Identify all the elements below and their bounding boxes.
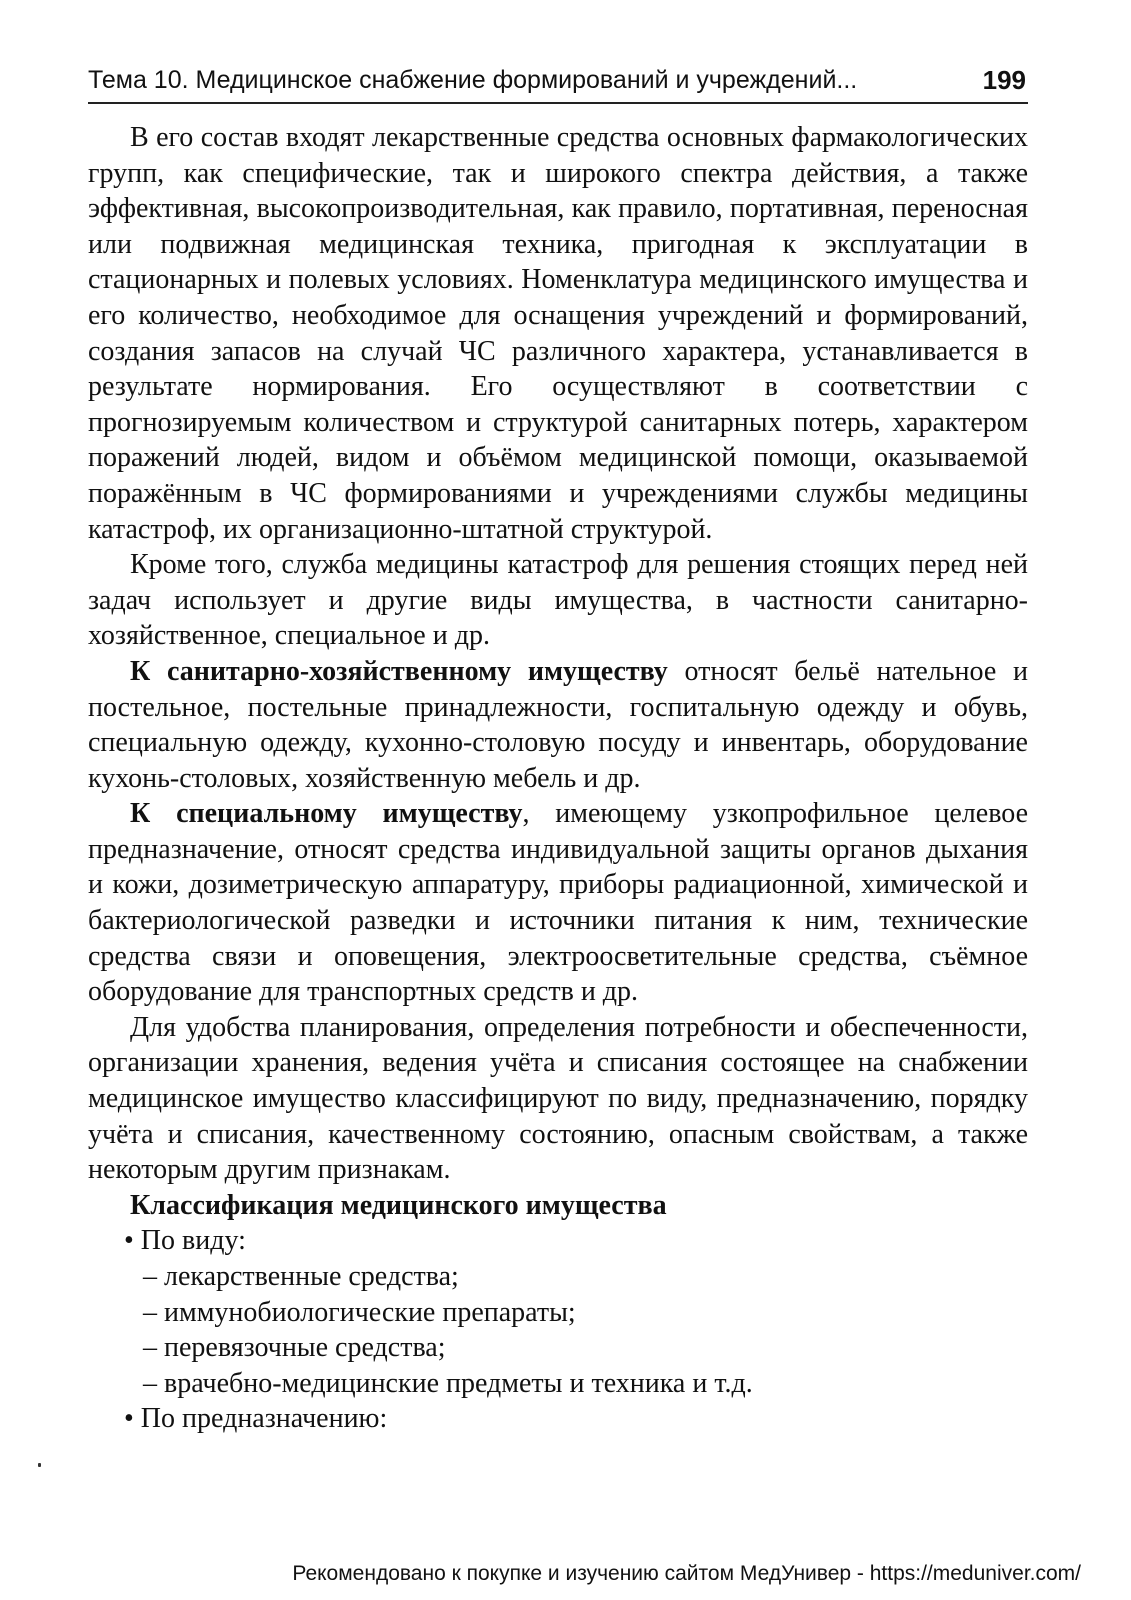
scan-speck — [38, 1463, 41, 1467]
footer-watermark: Рекомендовано к покупке и изучению сайтом МедУнивер - https://meduniver.com/ — [292, 1562, 1081, 1585]
classification-heading: Классификация медицинского имущества — [130, 1189, 667, 1221]
paragraph-classification-intro: Для удобства планирования, определения потребности и обеспеченности, организации хранения, ведения учёта и списания состоящее на снабжении медицинское имущество классифицируют по виду, предназначению, порядку учёта и списания, качественному состоянию, опасным свойствам, а также некоторым другим признакам. — [88, 1011, 1028, 1186]
paragraph-sanitary-property-text: относят бельё нательное и постельное, постельные принадлежности, госпитальную одежду и обувь, специальную одежду, кухонно-столовую посуду и инвентарь, оборудование кухонь-столовых, хозяйственную мебель и др. — [88, 655, 1028, 794]
header-title: Тема 10. Медицинское снабжение формирований и учреждений... — [88, 66, 858, 94]
list-subitem: – иммунобиологические препараты; — [143, 1296, 576, 1328]
paragraph-composition: В его состав входят лекарственные средства основных фармакологических групп, как специфические, так и широкого спектра действия, а также эффективная, высокопроизводительная, как правило, портативная, переносная или подвижная медицинская техника, пригодная к эксплуатации в стационарных и полевых условиях. Номенклатура медицинского имущества и его количество, необходимое для оснащения учреждений и формирований, создания запасов на случай ЧС различного характера, устанавливается в результате нормирования. Его осуществляют в соответствии с прогнозируемым количеством и структурой санитарных потерь, характером поражений людей, видом и объёмом медицинской помощи, оказываемой поражённым в ЧС формированиями и учреждениями службы медицины катастроф, их организационно-штатной структурой. — [88, 122, 1028, 545]
paragraph-special-property — [88, 796, 1028, 1010]
list-subitem: – перевязочные средства; — [143, 1332, 446, 1364]
list-item-by-type: • По виду: — [124, 1225, 246, 1257]
paragraph-sanitary-property — [88, 654, 1028, 796]
list-item-by-purpose: • По предназначению: — [124, 1403, 388, 1435]
classification-list — [88, 1223, 1028, 1437]
term-special-property: К специальному имуществу — [130, 798, 523, 830]
paragraph-special-property-text: , имеющему узкопрофильное целевое предназначение, относят средства индивидуальной защиты органов дыхания и кожи, дозиметрическую аппаратуру, приборы радиационной, химической и бактериологической разведки и источники питания к ним, технические средства связи и оповещения, электроосветительные средства, съёмное оборудование для транспортных средств и др. — [88, 798, 1028, 1008]
page-body — [88, 120, 1028, 1437]
list-subitem: – врачебно-медицинские предметы и техника и т.д. — [143, 1367, 753, 1399]
paragraph-other-property: Кроме того, служба медицины катастроф для решения стоящих перед ней задач использует и другие виды имущества, в частности санитарно-хозяйственное, специальное и др. — [88, 549, 1028, 652]
list-subitem: – лекарственные средства; — [143, 1261, 459, 1292]
term-sanitary-property: К санитарно-хозяйственному имуществу — [130, 655, 668, 687]
page-number: 199 — [982, 65, 1026, 95]
running-header — [88, 62, 1028, 104]
